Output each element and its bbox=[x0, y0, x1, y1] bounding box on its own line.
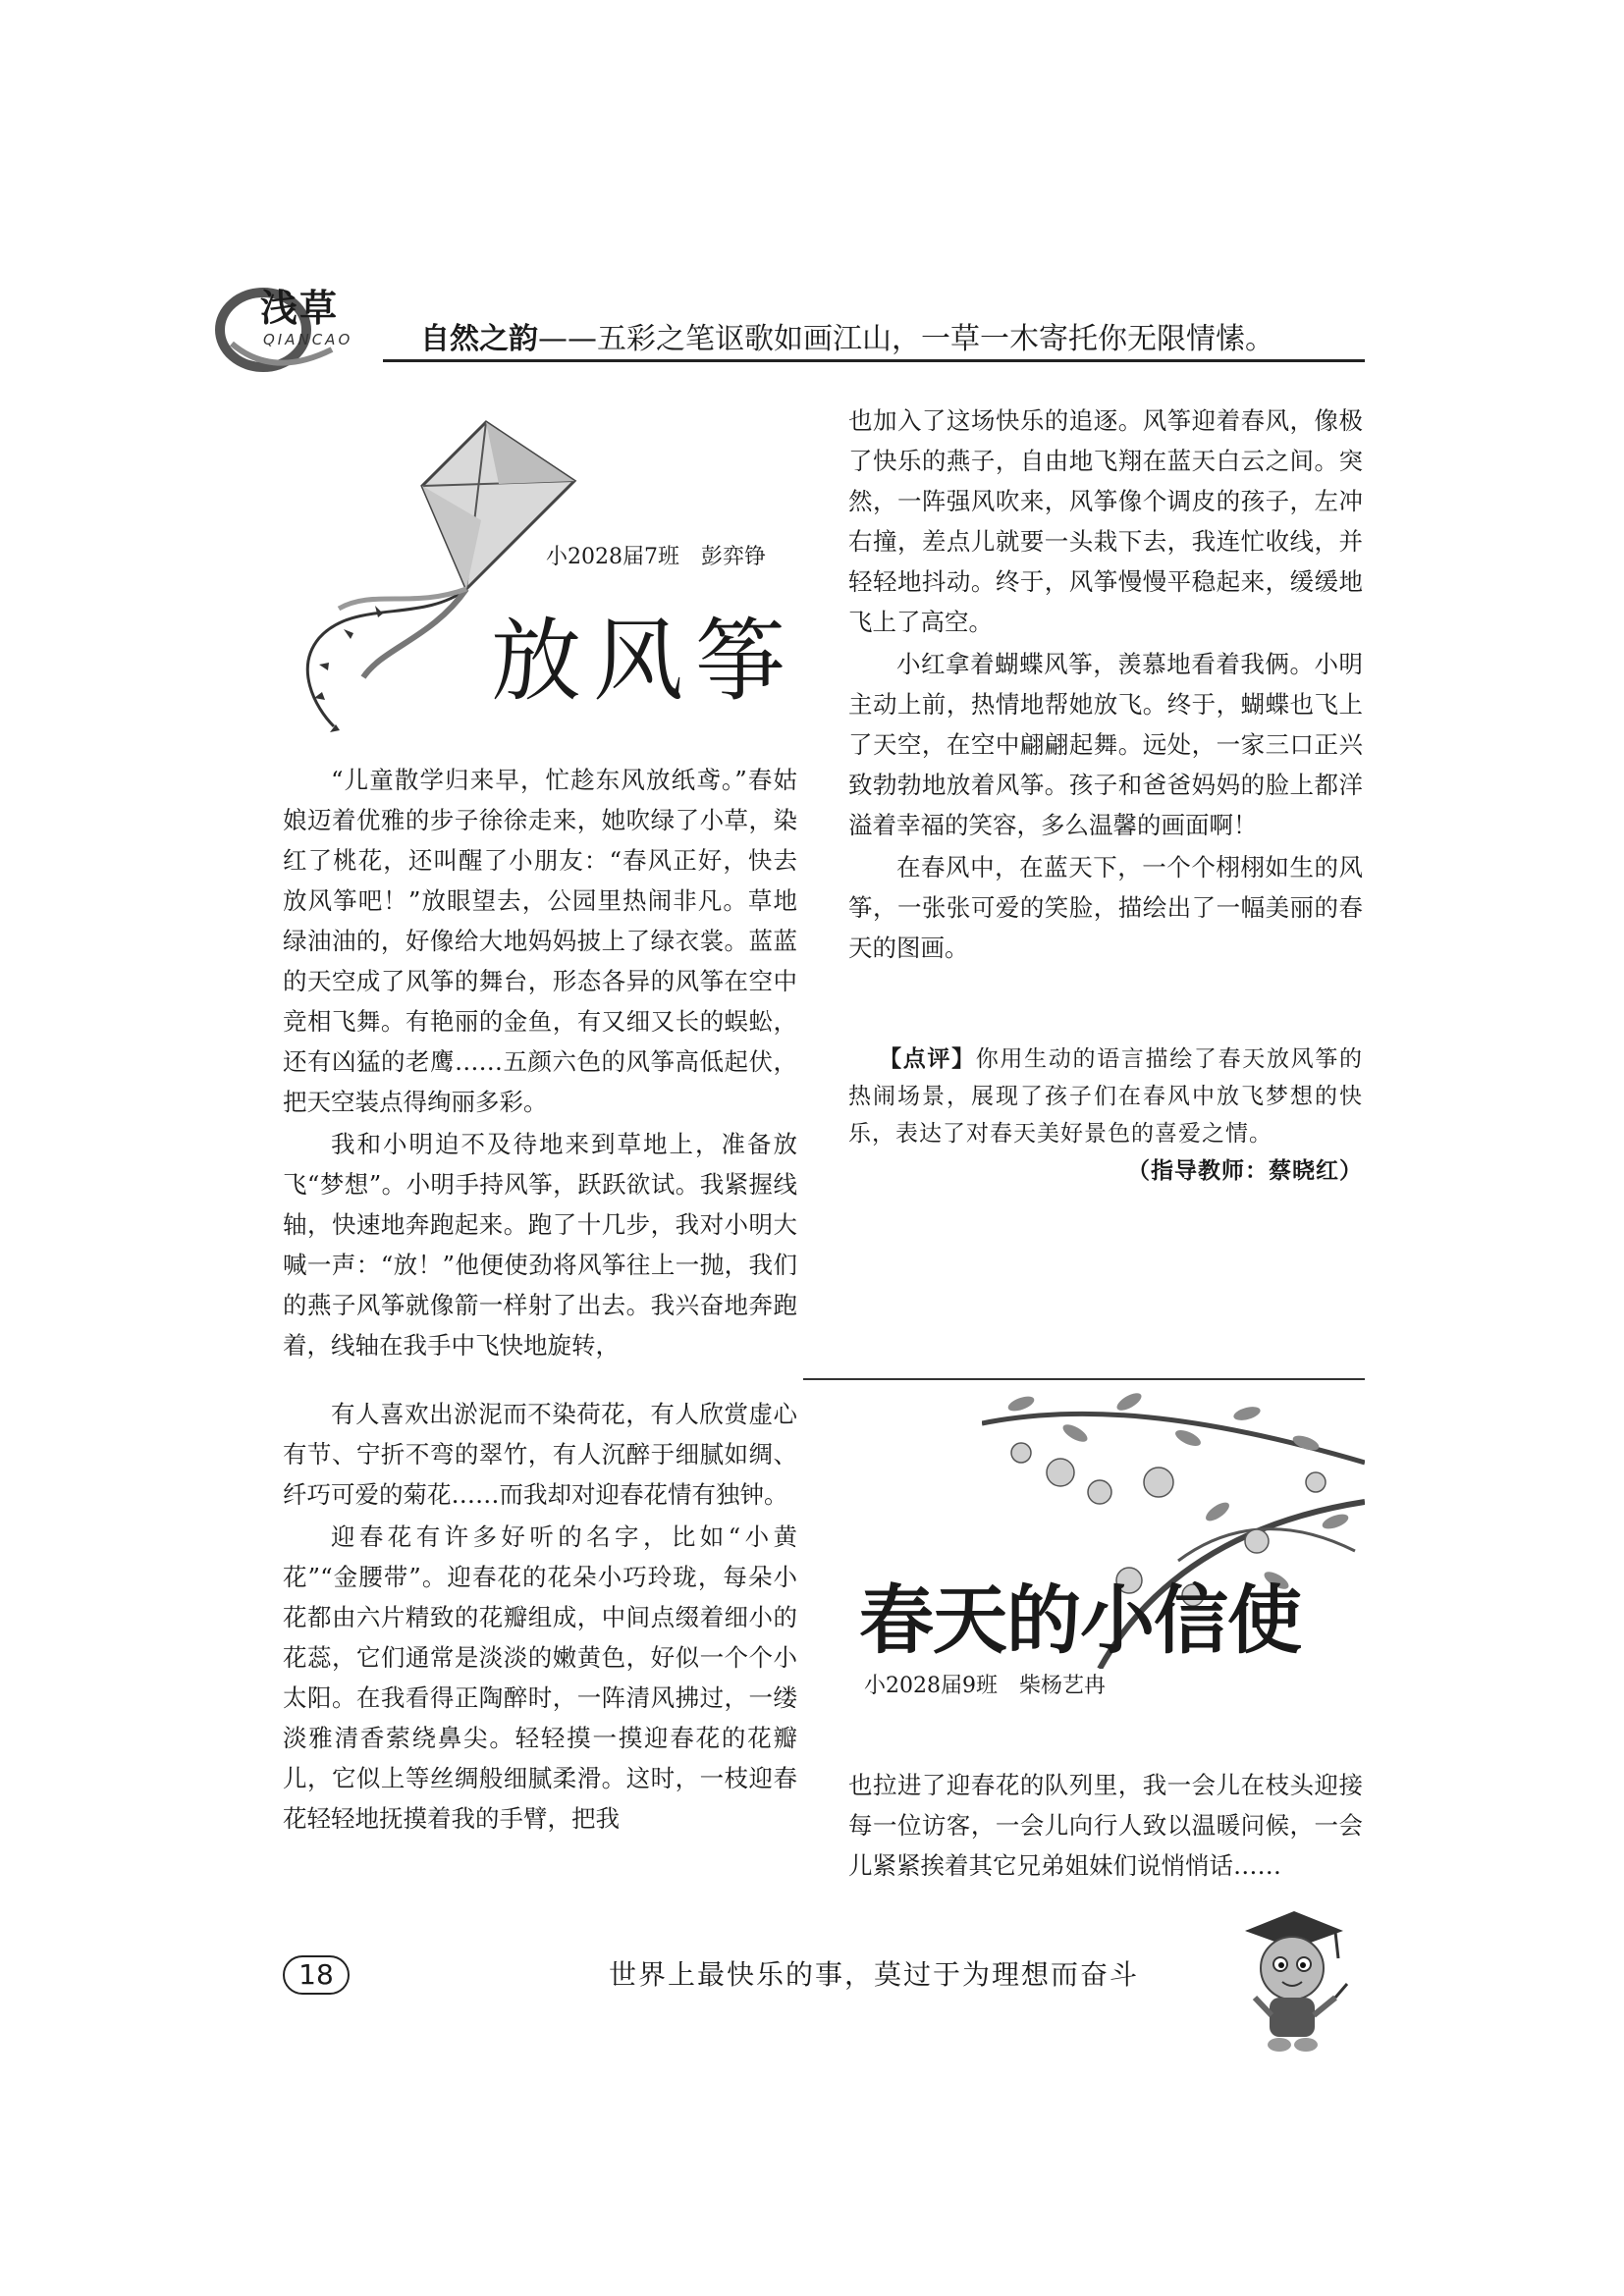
article2-paragraph: 有人喜欢出淤泥而不染荷花，有人欣赏虚心有节、宁折不弯的翠竹，有人沉醉于细腻如绸、纤巧可爱的菊花……而我却对迎春花情有独钟。 bbox=[283, 1400, 797, 1509]
article1-right-column bbox=[848, 400, 1363, 970]
article1-paragraph: 我和小明迫不及待地来到草地上，准备放飞“梦想”。小明手持风筝，跃跃欲试。我紧握线轴，快速地奔跑起来。跑了十几步，我对小明大喊一声：“放！”他便使劲将风筝往上一抛，我们的燕子风筝就像箭一样射了出去。我兴奋地奔跑着，线轴在我手中飞快地旋转， bbox=[283, 1130, 797, 1360]
article2-paragraph: 也拉进了迎春花的队列里，我一会儿在枝头迎接每一位访客，一会儿向行人致以温暖问候，一会儿紧紧挨着其它兄弟姐妹们说悄悄话…… bbox=[848, 1771, 1363, 1880]
article1-title: 放风筝 bbox=[491, 609, 798, 714]
logo-subtext: QIANCAO bbox=[263, 331, 353, 348]
teacher-comment bbox=[848, 1041, 1363, 1190]
article2-left-column bbox=[283, 1394, 797, 1841]
comment-tag: 【点评】 bbox=[879, 1046, 976, 1072]
section-tagline: ——五彩之笔讴歌如画江山，一草一木寄托你无限情愫。 bbox=[538, 322, 1274, 356]
section-header bbox=[420, 314, 1274, 357]
article2-right-column bbox=[848, 1765, 1363, 1888]
article1-byline: 小2028届7班 彭弈铮 bbox=[546, 545, 766, 569]
article1-paragraph: 小红拿着蝴蝶风筝，羡慕地看着我俩。小明主动上前，热情地帮她放飞。终于，蝴蝶也飞上了天空，在空中翩翩起舞。远处，一家三口正兴致勃勃地放着风筝。孩子和爸爸妈妈的脸上都洋溢着幸福的笑容，多么温馨的画面啊！ bbox=[848, 650, 1363, 839]
section-divider bbox=[803, 1378, 1365, 1380]
footer-motto: 世界上最快乐的事，莫过于为理想而奋斗 bbox=[609, 1958, 1140, 1991]
article2-title: 春天的小信使 bbox=[859, 1576, 1301, 1664]
page-number: 18 bbox=[283, 1955, 350, 1995]
header-rule bbox=[383, 359, 1365, 362]
article1-left-column bbox=[283, 760, 797, 1367]
article1-paragraph: “儿童散学归来早，忙趁东风放纸鸢。”春姑娘迈着优雅的步子徐徐走来，她吹绿了小草，染红了桃花，还叫醒了小朋友：“春风正好，快去放风筝吧！”放眼望去，公园里热闹非凡。草地绿油油的，好像给大地妈妈披上了绿衣裳。蓝蓝的天空成了风筝的舞台，形态各异的风筝在空中竞相飞舞。有艳丽的金鱼，有又细又长的蜈蚣，还有凶猛的老鹰……五颜六色的风筝高低起伏，把天空装点得绚丽多彩。 bbox=[283, 766, 797, 1116]
article2-byline: 小2028届9班 柴杨艺冉 bbox=[864, 1674, 1106, 1698]
teacher-credit: （指导教师：蔡晓红） bbox=[1127, 1158, 1363, 1184]
article1-paragraph: 在春风中，在蓝天下，一个个栩栩如生的风筝，一张张可爱的笑脸，描绘出了一幅美丽的春天的图画。 bbox=[848, 853, 1363, 962]
logo-text: 浅草 bbox=[260, 287, 340, 330]
comment-text: 你用生动的语言描绘了春天放风筝的热闹场景，展现了孩子们在春风中放飞梦想的快乐，表达了对春天美好景色的喜爱之情。 bbox=[848, 1046, 1364, 1147]
article2-paragraph: 迎春花有许多好听的名字，比如“小黄花”“金腰带”。迎春花的花朵小巧玲珑，每朵小花都由六片精致的花瓣组成，中间点缀着细小的花蕊，它们通常是淡淡的嫩黄色，好似一个个小太阳。在我看得正陶醉时，一阵清风拂过，一缕淡雅清香萦绕鼻尖。轻轻摸一摸迎春花的花瓣儿，它似上等丝绸般细腻柔滑。这时，一枝迎春花轻轻地抚摸着我的手臂，把我 bbox=[283, 1522, 797, 1833]
section-name: 自然之韵 bbox=[420, 322, 538, 356]
graduate-mascot-icon bbox=[1225, 1899, 1353, 2056]
article1-paragraph: 也加入了这场快乐的追逐。风筝迎着春风，像极了快乐的燕子，自由地飞翔在蓝天白云之间。突然，一阵强风吹来，风筝像个调皮的孩子，左冲右撞，差点儿就要一头栽下去，我连忙收线，并轻轻地抖动。终于，风筝慢慢平稳起来，缓缓地飞上了高空。 bbox=[848, 406, 1363, 636]
